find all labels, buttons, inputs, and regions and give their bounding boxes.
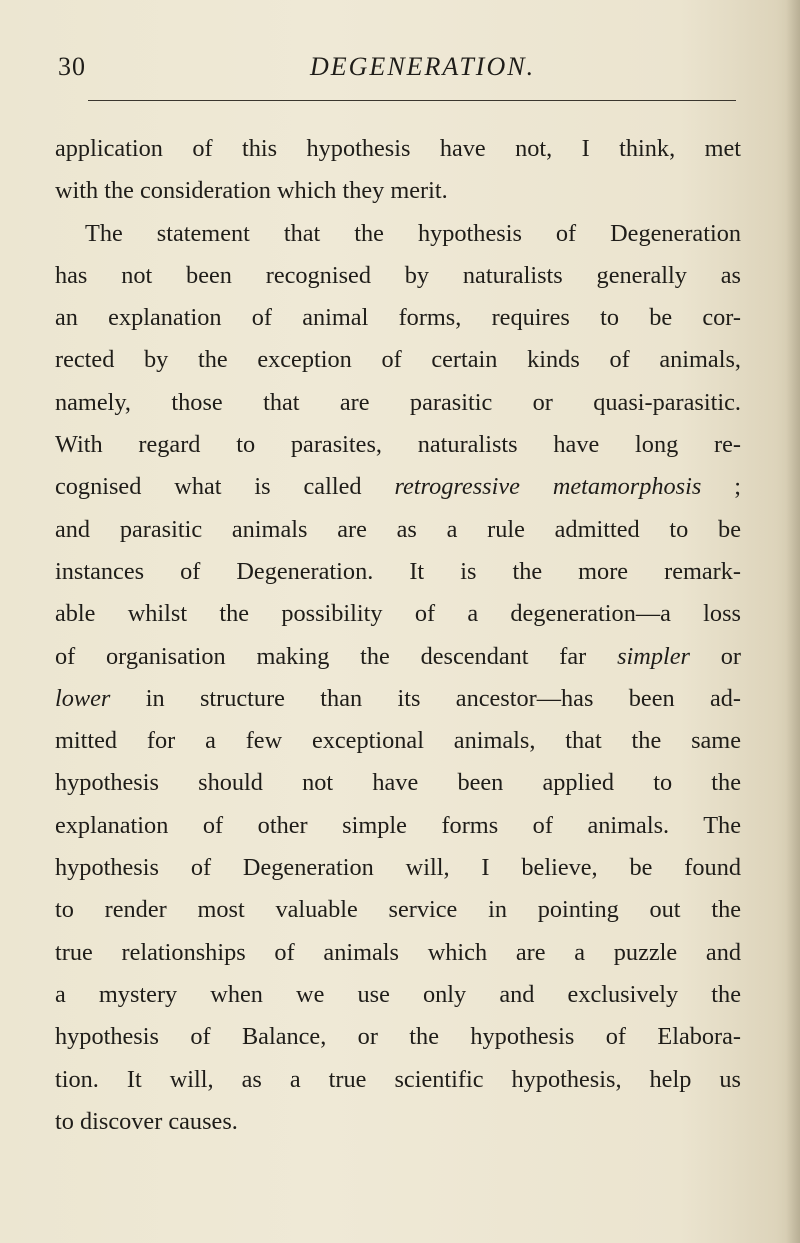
text-line: instances of Degeneration. It is the more remark-	[55, 557, 741, 585]
text-line: explanation of other simple forms of animals. The	[55, 811, 741, 839]
text-line: namely, those that are parasitic or quasi-parasitic.	[55, 388, 741, 416]
text-line: an explanation of animal forms, requires to be cor-	[55, 304, 741, 332]
italic-term: simpler	[617, 642, 690, 670]
text-line: application of this hypothesis have not, I think, met	[55, 135, 741, 162]
body-text	[55, 128, 741, 1143]
page-number: 30	[58, 52, 86, 81]
text-line: The statement that the hypothesis of Degeneration	[85, 219, 741, 247]
running-title: DEGENERATION.	[310, 52, 536, 81]
text-line: hypothesis should not have been applied to the	[55, 769, 741, 797]
text-line: rected by the exception of certain kinds of animals,	[55, 346, 741, 374]
text-line: able whilst the possibility of a degeneration—a loss	[55, 600, 741, 628]
running-head	[58, 50, 738, 90]
page-edge-shadow	[786, 0, 800, 1243]
text-line: with the consideration which they merit.	[55, 177, 448, 205]
text-line: true relationships of animals which are a puzzle and	[55, 938, 741, 966]
text-line: hypothesis of Degeneration will, I believe, be found	[55, 854, 741, 882]
text-line: lower in structure than its ancestor—has been ad-	[55, 684, 741, 712]
text-line: to discover causes.	[55, 1107, 238, 1135]
text-line: and parasitic animals are as a rule admitted to be	[55, 515, 741, 543]
text-line: to render most valuable service in pointing out the	[55, 896, 741, 924]
italic-term: lower	[55, 684, 111, 712]
text-line: cognised what is called retrogressive metamorphosis ;	[55, 473, 741, 501]
text-line: mitted for a few exceptional animals, that the same	[55, 727, 741, 755]
text-line: a mystery when we use only and exclusively the	[55, 980, 741, 1008]
text-line: of organisation making the descendant far simpler or	[55, 642, 741, 670]
italic-term: retrogressive metamorphosis	[394, 473, 702, 501]
text-line: tion. It will, as a true scientific hypothesis, help us	[55, 1065, 741, 1093]
text-line: With regard to parasites, naturalists have long re-	[55, 431, 741, 459]
header-rule	[88, 100, 736, 101]
text-line: has not been recognised by naturalists generally as	[55, 261, 741, 289]
text-line: hypothesis of Balance, or the hypothesis of Elabora-	[55, 1023, 741, 1051]
